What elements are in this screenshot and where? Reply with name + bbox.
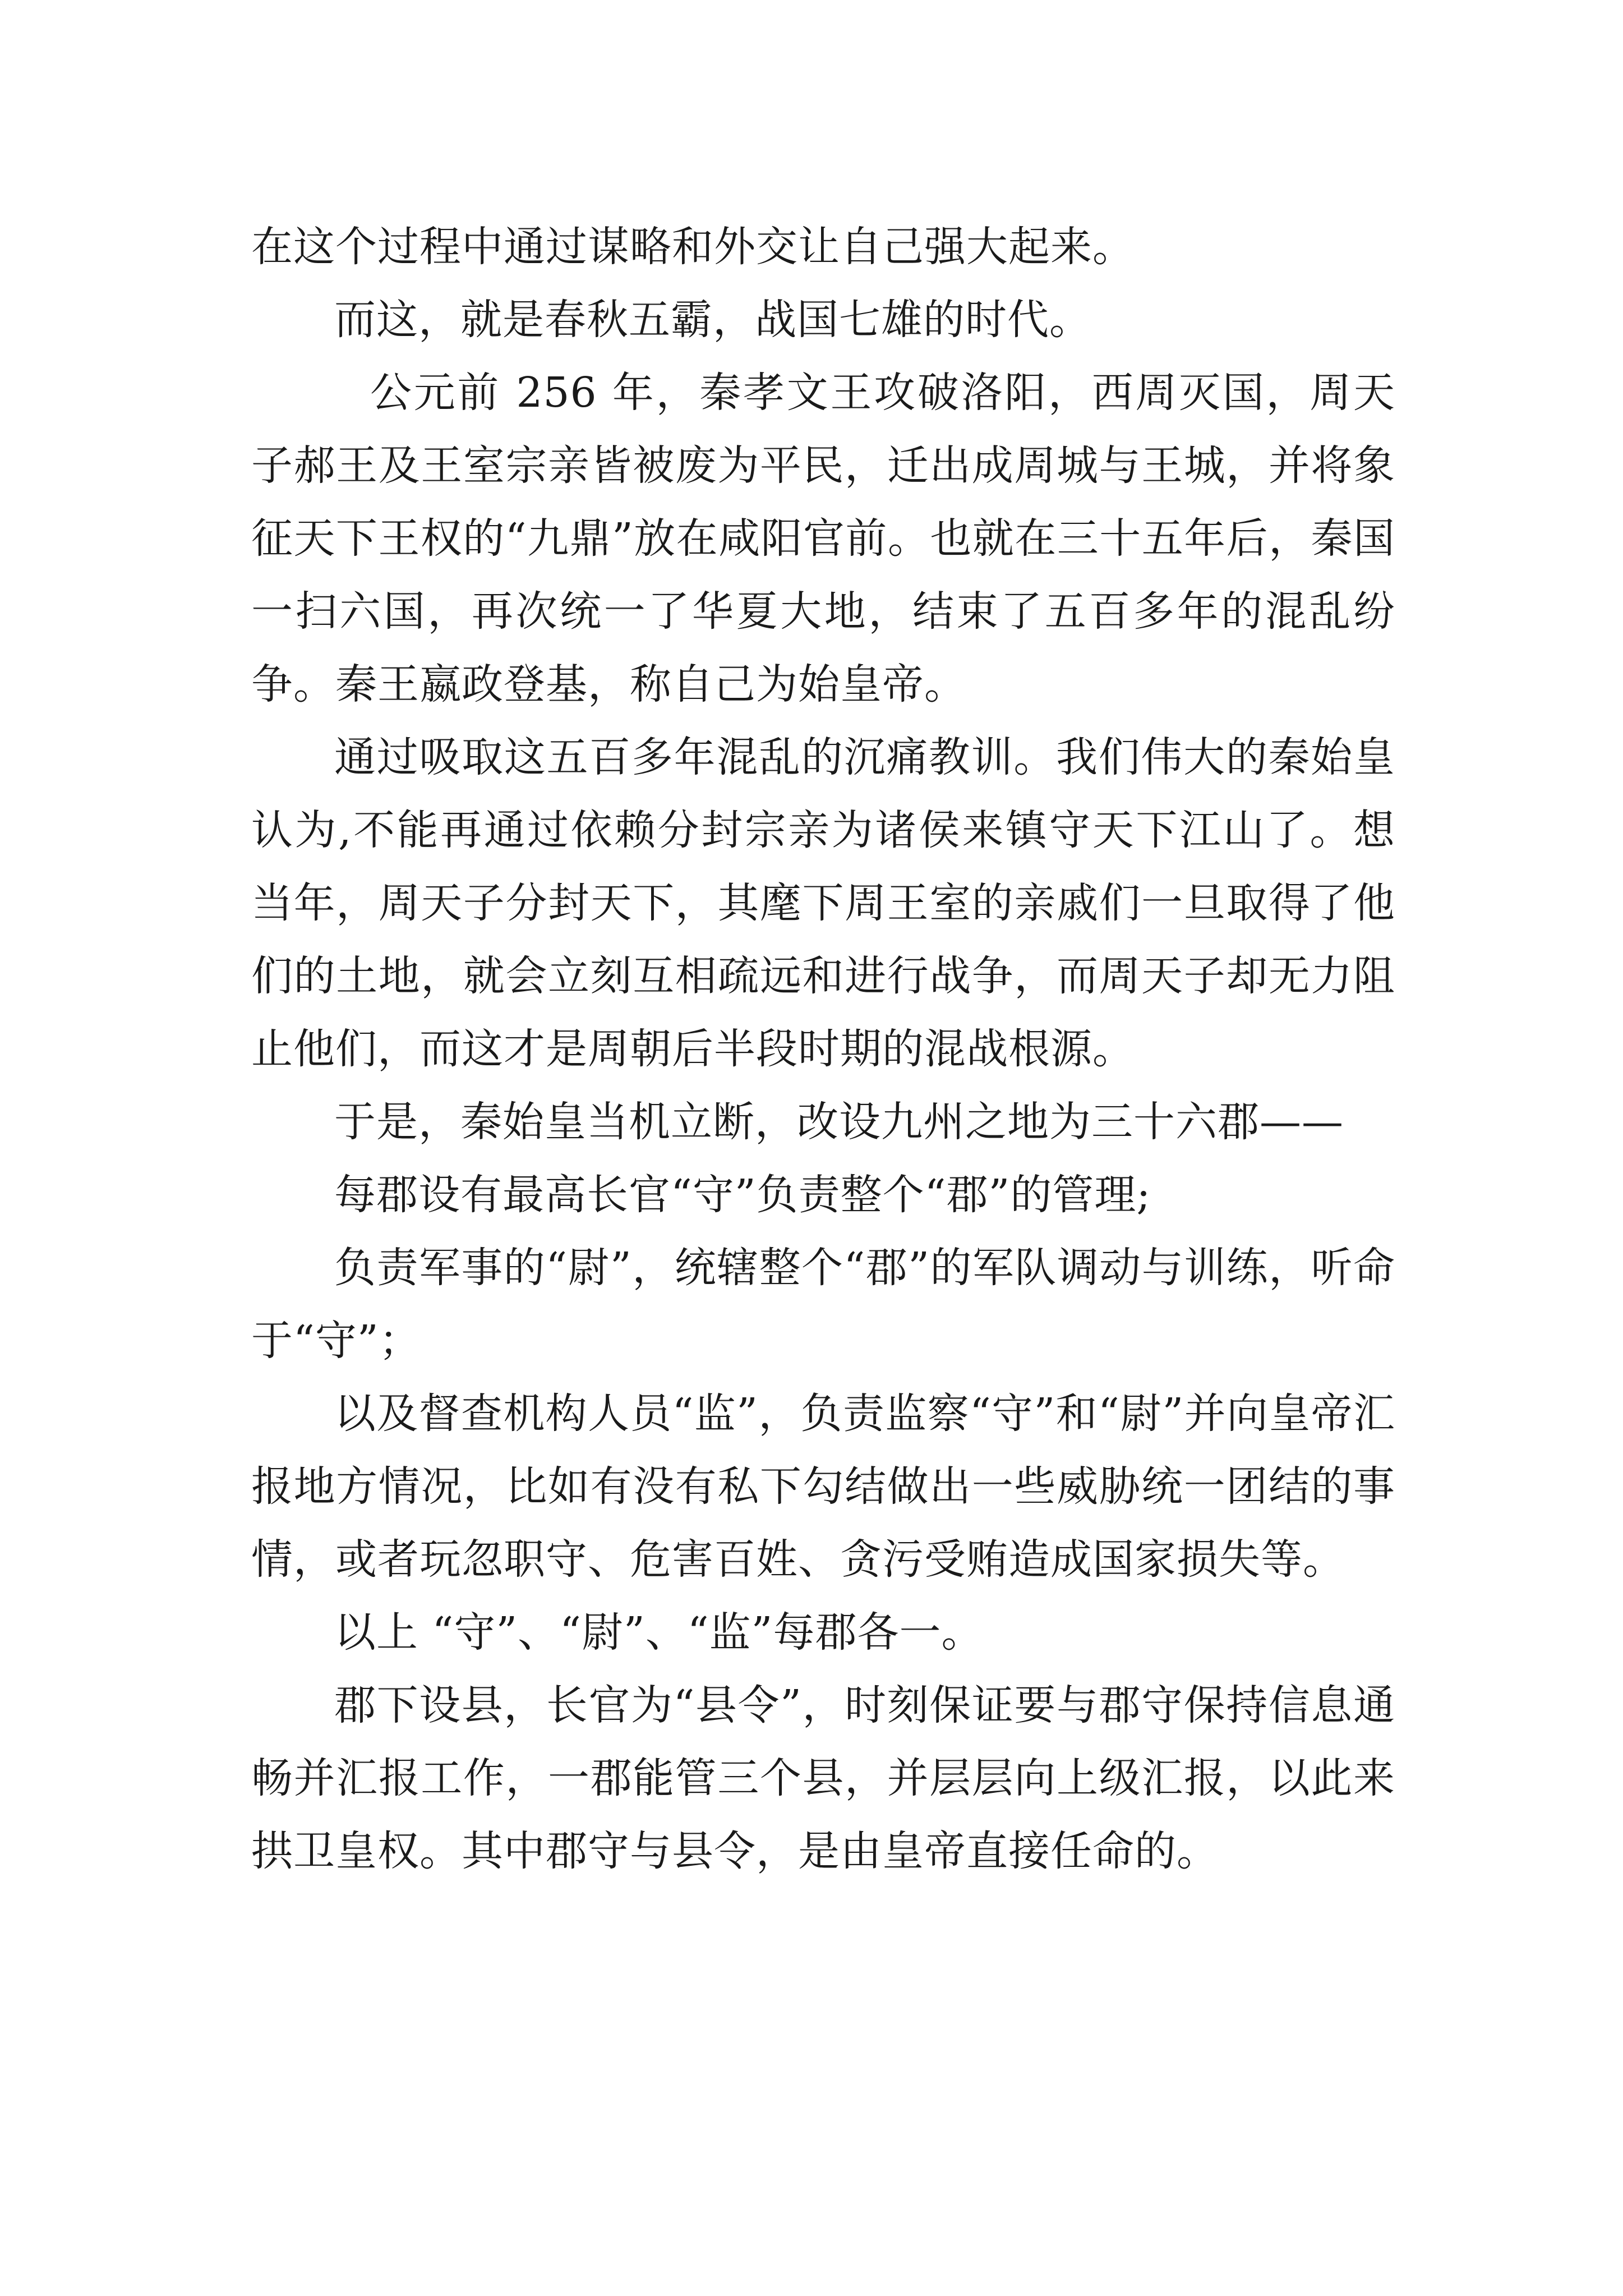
paragraph-8: 以及督查机构人员“监”，负责监察“守”和“尉”并向皇帝汇报地方情况，比如有没有私下勾结做出一些威胁统一团结的事情，或者玩忽职守、危害百姓、贪污受贿造成国家损失等。	[251, 1389, 1395, 1584]
paragraph-3: 公元前 256 年，秦孝文王攻破洛阳，西周灭国，周天子郝王及王室宗亲皆被废为平民，迁出成周城与王城，并将象征天下王权的“九鼎”放在咸阳官前。也就在三十五年后，秦国一扫六国，再次统一了华夏大地，结束了五百多年的混乱纷争。秦王嬴政登基，称自己为始皇帝。	[251, 369, 1395, 708]
paragraph-2: 而这，就是春秋五霸，战国七雄的时代。	[334, 296, 1091, 344]
document-body	[251, 210, 1395, 1888]
paragraph-5: 于是，秦始皇当机立断，改设九州之地为三十六郡——	[334, 1098, 1344, 1146]
paragraph-7: 负责军事的“尉”，统辖整个“郡”的军队调动与训练，听命于“守”；	[251, 1244, 1395, 1365]
paragraph-9: 以上 “守”、“尉”、“监”每郡各一。	[334, 1608, 984, 1657]
paragraph-6: 每郡设有最高长官“守”负责整个“郡”的管理;	[334, 1171, 1151, 1219]
paragraph-1: 在这个过程中通过谋略和外交让自己强大起来。	[251, 223, 1135, 271]
paragraph-10: 郡下设县，长官为“县令”，时刻保证要与郡守保持信息通畅并汇报工作，一郡能管三个县，并层层向上级汇报，以此来拱卫皇权。其中郡守与县令，是由皇帝直接任命的。	[251, 1681, 1395, 1875]
paragraph-4: 通过吸取这五百多年混乱的沉痛教训。我们伟大的秦始皇认为,不能再通过依赖分封宗亲为诸侯来镇守天下江山了。想当年，周天子分封天下，其麾下周王室的亲戚们一旦取得了他们的土地，就会立刻互相疏远和进行战争，而周天子却无力阻止他们，而这才是周朝后半段时期的混战根源。	[251, 733, 1395, 1073]
